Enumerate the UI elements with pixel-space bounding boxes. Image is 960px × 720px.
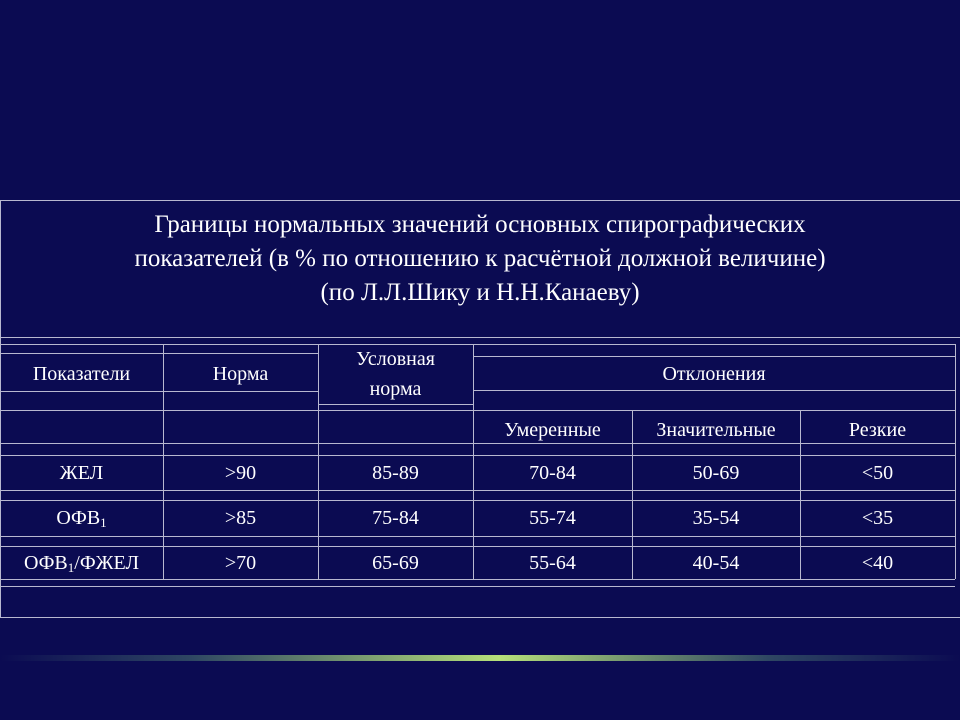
row-norm: >70	[224, 552, 257, 574]
row-significant: 40-54	[692, 552, 740, 574]
row-moderate: 55-74	[529, 507, 576, 529]
grid-line	[0, 500, 955, 501]
grid-line	[0, 490, 955, 491]
row-indicator-subscript: 1	[100, 515, 107, 530]
title-line-1: Границы нормальных значений основных спирографических	[154, 211, 806, 238]
row-conditional: 65-69	[372, 552, 419, 574]
row-sharp: <35	[861, 507, 894, 529]
header-conditional-norm-line2: норма	[369, 378, 422, 400]
title-line-2: показателей (в % по отношению к расчётной должной величине)	[134, 245, 826, 272]
decorative-accent-bar	[0, 655, 960, 661]
grid-line	[0, 586, 955, 587]
grid-line	[473, 390, 955, 391]
grid-line	[0, 579, 955, 580]
row-indicator: ЖЕЛ	[59, 462, 104, 484]
row-indicator-main: ОФВ	[56, 507, 101, 529]
row-significant: 35-54	[692, 507, 740, 529]
header-conditional-norm-line1: Условная	[356, 348, 435, 370]
header-indicators: Показатели	[32, 363, 131, 385]
row-norm: >90	[224, 462, 257, 484]
grid-line	[955, 344, 956, 579]
header-norm: Норма	[212, 363, 269, 385]
header-moderate: Умеренные	[504, 419, 601, 441]
row-indicator-tail: /ФЖЕЛ	[74, 552, 140, 574]
row-sharp: <50	[861, 462, 894, 484]
grid-line	[0, 455, 955, 456]
grid-line	[0, 536, 955, 537]
row-indicator-main: ОФВ	[23, 552, 68, 574]
slide-title	[0, 200, 960, 338]
title-line-3: (по Л.Л.Шику и Н.Н.Канаеву)	[320, 279, 640, 306]
row-conditional: 85-89	[372, 462, 419, 484]
grid-line	[0, 410, 955, 411]
row-significant: 50-69	[692, 462, 740, 484]
row-sharp: <40	[861, 552, 894, 574]
row-conditional: 75-84	[372, 507, 419, 529]
row-indicator-subscript: 1	[67, 560, 75, 575]
grid-line	[318, 404, 473, 405]
header-sharp: Резкие	[848, 419, 907, 441]
row-indicator	[0, 552, 163, 574]
header-deviations: Отклонения	[662, 363, 766, 385]
grid-line	[0, 546, 955, 547]
grid-line	[0, 353, 318, 354]
grid-line	[473, 356, 955, 357]
header-significant: Значительные	[656, 419, 776, 441]
grid-line	[0, 391, 318, 392]
row-norm: >85	[224, 507, 257, 529]
grid-line	[0, 443, 955, 444]
row-indicator	[0, 507, 163, 529]
row-moderate: 70-84	[529, 462, 576, 484]
row-moderate: 55-64	[529, 552, 576, 574]
grid-line	[0, 344, 955, 345]
